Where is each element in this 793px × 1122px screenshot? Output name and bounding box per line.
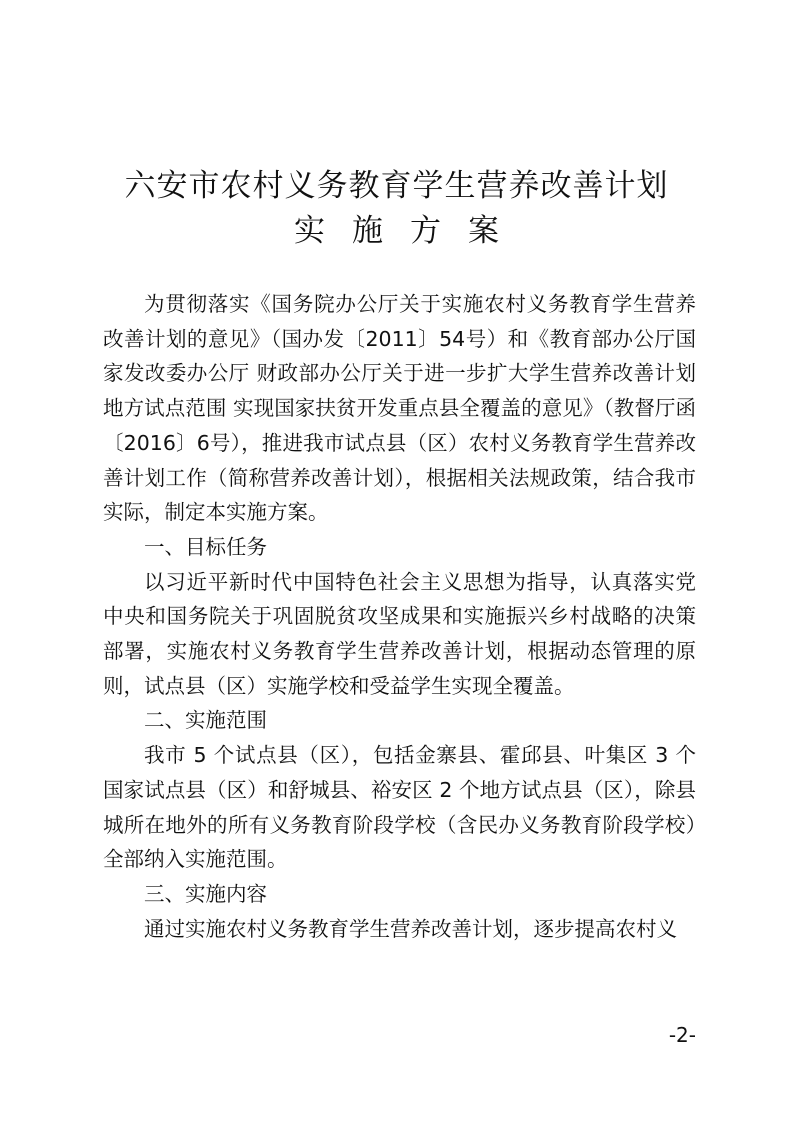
section-paragraph-scope: 我市 5 个试点县（区），包括金寨县、霍邱县、叶集区 3 个国家试点县（区）和舒城县、裕安区 2 个地方试点县（区），除县城所在地外的所有义务教育阶段学校（含民办义务教育阶段学校）全部纳入实施范围。	[103, 743, 696, 872]
document-body	[103, 287, 696, 946]
section-heading-targets: 一、目标任务	[144, 534, 267, 559]
section-heading-scope: 二、实施范围	[144, 708, 267, 733]
document-subtitle: 实施方案	[294, 213, 526, 249]
page-number: -2-	[668, 1023, 696, 1047]
document-title: 六安市农村义务教育学生营养改善计划	[124, 168, 669, 204]
section-paragraph-content: 通过实施农村义务教育学生营养改善计划，逐步提高农村义	[144, 916, 677, 941]
section-paragraph-targets: 以习近平新时代中国特色社会主义思想为指导，认真落实党中央和国务院关于巩固脱贫攻坚成果和实施振兴乡村战略的决策部署，实施农村义务教育学生营养改善计划，根据动态管理的原则，试点县（区）实施学校和受益学生实现全覆盖。	[103, 569, 696, 698]
section-heading-content: 三、实施内容	[144, 881, 267, 906]
intro-paragraph: 为贯彻落实《国务院办公厅关于实施农村义务教育学生营养改善计划的意见》（国办发〔2011〕54号）和《教育部办公厅国家发改委办公厅 财政部办公厅关于进一步扩大学生营养改善计划地方试点范围 实现国家扶贫开发重点县全覆盖的意见》（教督厅函〔2016〕6号），推进我市试点县（区）农村义务教育学生营养改善计划工作（简称营养改善计划），根据相关法规政策，结合我市实际，制定本实施方案。	[103, 292, 696, 525]
